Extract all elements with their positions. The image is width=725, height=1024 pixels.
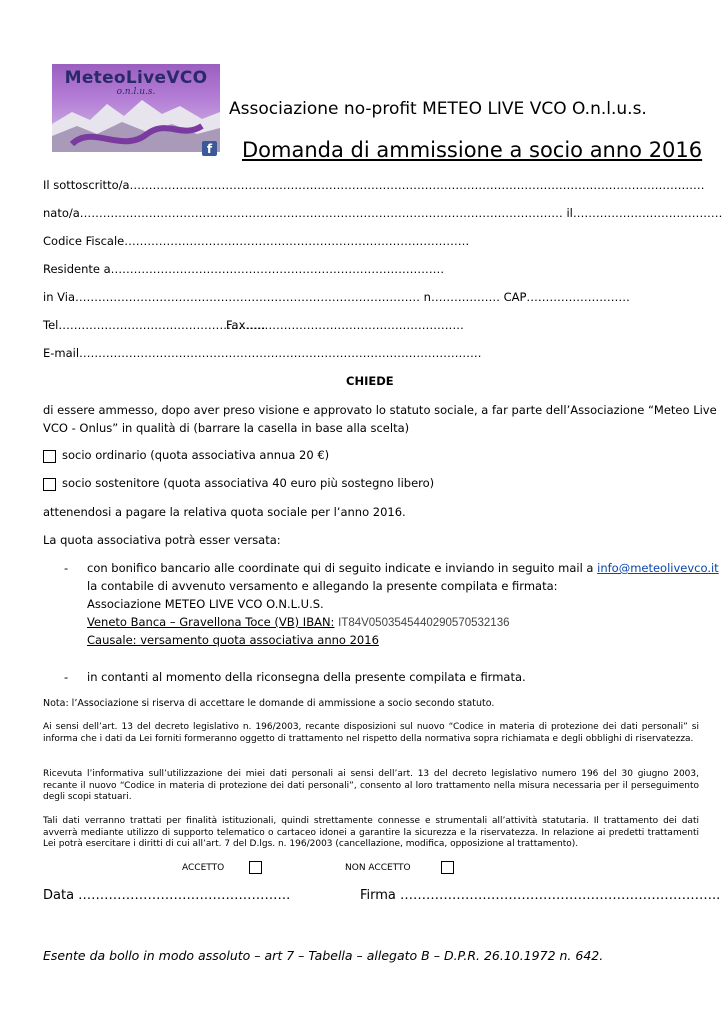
checkbox-non-accetto[interactable]	[441, 861, 454, 874]
field-sottoscritto[interactable]: Il sottoscritto/a……………………………………………………………………………………………………………………………………	[43, 178, 705, 192]
association-logo	[52, 64, 220, 152]
email-link[interactable]: info@meteolivevco.it	[597, 561, 719, 575]
request-text-line1: di essere ammesso, dopo aver preso visione e approvato lo statuto sociale, a far parte dell’Associazione “Meteo Live	[43, 403, 717, 417]
field-nato[interactable]: nato/a……………………………………………………………………………………………………………… il…………………………………	[43, 206, 723, 220]
field-via[interactable]: in Via……………………………………………………………………………… n……………… CAP………………………	[43, 290, 630, 304]
field-fax[interactable]: Fax…………………………………………………	[226, 318, 464, 332]
request-text-line2: VCO - Onlus” in qualità di (barrare la casella in base alla scelta)	[43, 421, 410, 435]
quota-intro: La quota associativa potrà esser versata:	[43, 533, 281, 547]
chiede-heading: CHIEDE	[346, 374, 394, 388]
payment-commitment: attenendosi a pagare la relativa quota sociale per l’anno 2016.	[43, 505, 406, 519]
accetto-label: ACCETTO	[182, 863, 225, 873]
logo-name: MeteoLiveVCO	[64, 68, 208, 88]
bank-name: Veneto Banca – Gravellona Toce (VB) IBAN:	[87, 615, 335, 629]
iban-value: IT84V0503545440290570532136	[338, 617, 510, 629]
footer-note: Esente da bollo in modo assoluto – art 7 – Tabella – allegato B – D.P.R. 26.10.1972 n. 642.	[43, 948, 604, 963]
list-bullet: -	[64, 561, 69, 575]
checkbox-accetto[interactable]	[249, 861, 262, 874]
logo-subtitle: o.n.l.u.s.	[116, 87, 156, 97]
signature-field[interactable]: Firma ………………………………………………………………..	[360, 888, 721, 903]
causale: Causale: versamento quota associativa anno 2016	[87, 633, 379, 647]
bonifico-text: con bonifico bancario alle coordinate qui di seguito indicate e inviando in seguito mail a	[87, 561, 594, 575]
bank-details	[87, 615, 509, 629]
bonifico-line2: la contabile di avvenuto versamento e allegando la presente compilata e firmata:	[87, 579, 558, 593]
field-email[interactable]: E-mail……………………………………………………………………………………………	[43, 346, 482, 360]
bonifico-line1	[87, 561, 719, 575]
bonifico-association: Associazione METEO LIVE VCO O.N.L.U.S.	[87, 597, 324, 611]
date-field[interactable]: Data ………………………………………….	[43, 888, 291, 903]
checkbox-socio-sostenitore[interactable]	[43, 478, 56, 491]
field-tel[interactable]: Tel………………………………………………	[43, 318, 266, 332]
field-residente[interactable]: Residente a……………………………………………………………………………	[43, 262, 445, 276]
organization-name: Associazione no-profit METEO LIVE VCO O.n.l.u.s.	[229, 99, 647, 119]
privacy-paragraph-2: Ricevuta l’informativa sull’utilizzazione dei miei dati personali ai sensi dell’art. 13 del decreto legislativo numero 196 del 30 giugno 2003, recante il nuovo “Codice in materia di protezione dei dati personali”, consento al loro trattamento nella misura necessaria per il perseguimento degli scopi statuari.	[43, 769, 699, 802]
facebook-icon[interactable]: f	[202, 141, 217, 156]
field-codice-fiscale[interactable]: Codice Fiscale………………………………………………………………………………	[43, 234, 470, 248]
contanti-option: in contanti al momento della riconsegna della presente compilata e firmata.	[87, 670, 526, 684]
nota: Nota: l’Associazione si riserva di accettare le domande di ammissione a socio secondo statuto.	[43, 698, 495, 709]
privacy-paragraph-1: Ai sensi dell’art. 13 del decreto legislativo n. 196/2003, recante disposizioni sul nuovo “Codice in materia di protezione dei dati personali” si informa che i dati da Lei forniti formeranno oggetto di trattamento nel rispetto della normativa sopra richiamata e degli obblighi di riservatezza.	[43, 722, 699, 744]
privacy-paragraph-3: Tali dati verranno trattati per finalità istituzionali, quindi strettamente connesse e strumentali all’attività statutaria. Il trattamento dei dati avverrà mediante utilizzo di supporto telematico o cartaceo idonei a garantire la sicurezza e la riservatezza. In relazione ai predetti trattamenti Lei potrà esercitare i diritti di cui all’art. 7 del D.lgs. n. 196/2003 (cancellazione, modifica, opposizione al trattamento).	[43, 816, 699, 849]
list-bullet: -	[64, 670, 69, 684]
checkbox-socio-ordinario[interactable]	[43, 450, 56, 463]
page-title: Domanda di ammissione a socio anno 2016	[242, 138, 703, 162]
non-accetto-label: NON ACCETTO	[345, 863, 411, 873]
option-socio-sostenitore: socio sostenitore (quota associativa 40 euro più sostegno libero)	[62, 476, 435, 490]
option-socio-ordinario: socio ordinario (quota associativa annua 20 €)	[62, 448, 330, 462]
